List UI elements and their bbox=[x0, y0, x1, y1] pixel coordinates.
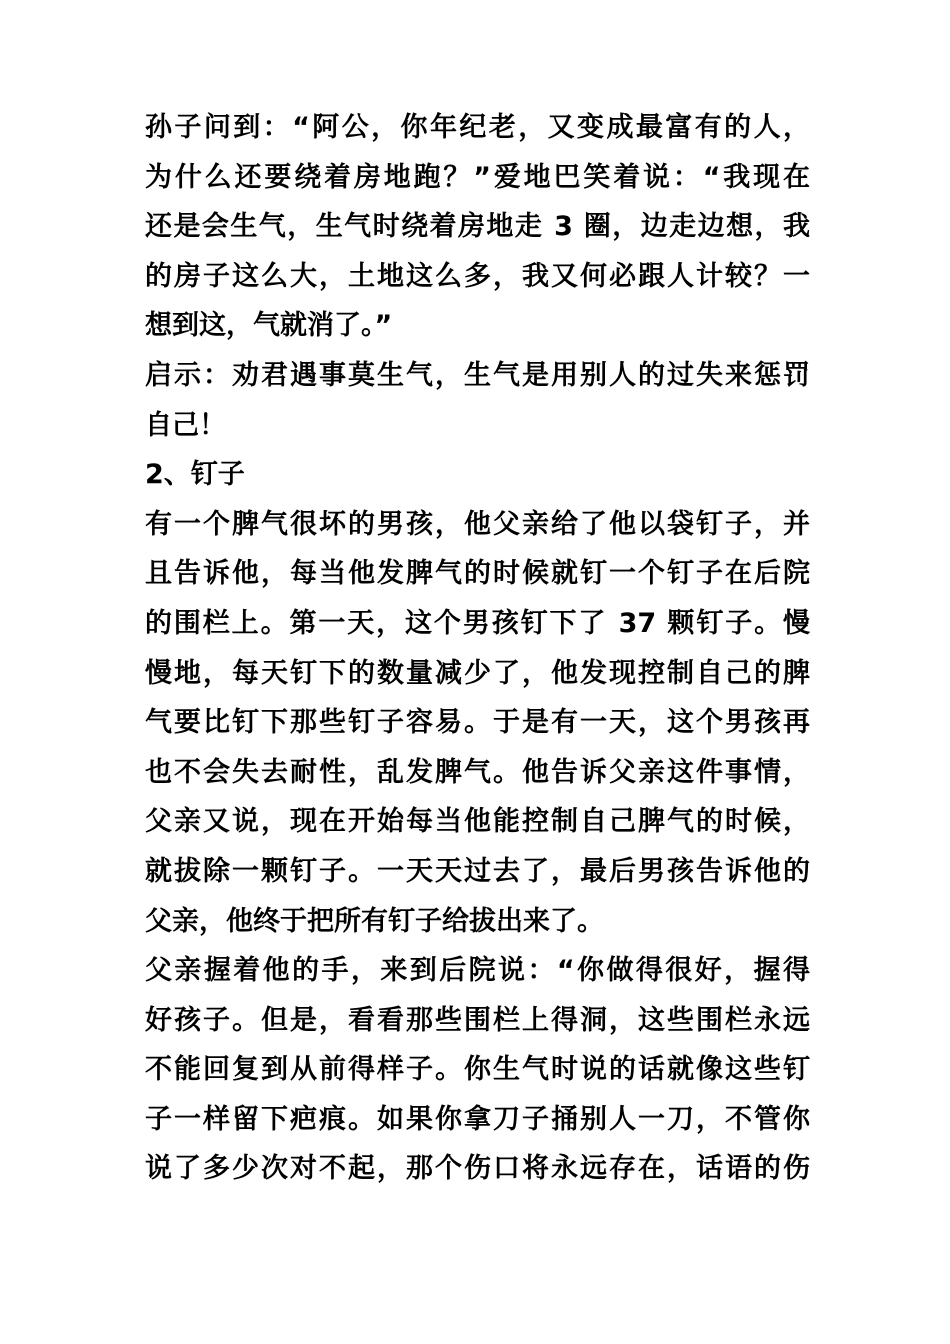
text-line: 有一个脾气很坏的男孩，他父亲给了他以袋钉子，并 bbox=[145, 508, 810, 540]
text-line: 还是会生气，生气时绕着房地走 3 圈，边走边想，我 bbox=[145, 211, 810, 243]
text-line: 好孩子。但是，看看那些围栏上得洞，这些围栏永远 bbox=[145, 1004, 810, 1036]
text-line: 气要比钉下那些钉子容易。于是有一天，这个男孩再 bbox=[145, 707, 810, 739]
text-line: 且告诉他，每当他发脾气的时候就钉一个钉子在后院 bbox=[145, 558, 810, 590]
text-line: 父亲，他终于把所有钉子给拔出来了。 bbox=[145, 905, 604, 937]
text-line: 孙子问到：“阿公，你年纪老，又变成最富有的人， bbox=[145, 112, 810, 143]
text-line: 父亲握着他的手，来到后院说：“你做得很好，握得 bbox=[145, 955, 810, 987]
text-line: 不能回复到从前得样子。你生气时说的话就像这些钉 bbox=[145, 1054, 810, 1086]
text-line: 想到这，气就消了。” bbox=[145, 310, 393, 342]
text-line: 说了多少次对不起，那个伤口将永远存在，话语的伤 bbox=[145, 1153, 810, 1185]
text-line: 自己！ bbox=[145, 409, 226, 441]
text-line: 子一样留下疤痕。如果你拿刀子捅别人一刀，不管你 bbox=[145, 1103, 810, 1135]
text-line: 启示：劝君遇事莫生气，生气是用别人的过失来惩罚 bbox=[145, 359, 810, 391]
text-line: 为什么还要绕着房地跑？”爱地巴笑着说：“我现在 bbox=[145, 161, 810, 193]
text-line: 慢地，每天钉下的数量减少了，他发现控制自己的脾 bbox=[145, 657, 810, 689]
text-line: 父亲又说，现在开始每当他能控制自己脾气的时候， bbox=[145, 806, 810, 838]
text-line: 2、钉子 bbox=[145, 459, 245, 491]
text-line: 也不会失去耐性，乱发脾气。他告诉父亲这件事情， bbox=[145, 756, 810, 788]
body-text bbox=[145, 103, 810, 1194]
text-line: 就拔除一颗钉子。一天天过去了，最后男孩告诉他的 bbox=[145, 855, 810, 887]
text-line: 的围栏上。第一天，这个男孩钉下了 37 颗钉子。慢 bbox=[145, 607, 810, 639]
text-line: 的房子这么大，土地这么多，我又何必跟人计较？一 bbox=[145, 260, 810, 292]
